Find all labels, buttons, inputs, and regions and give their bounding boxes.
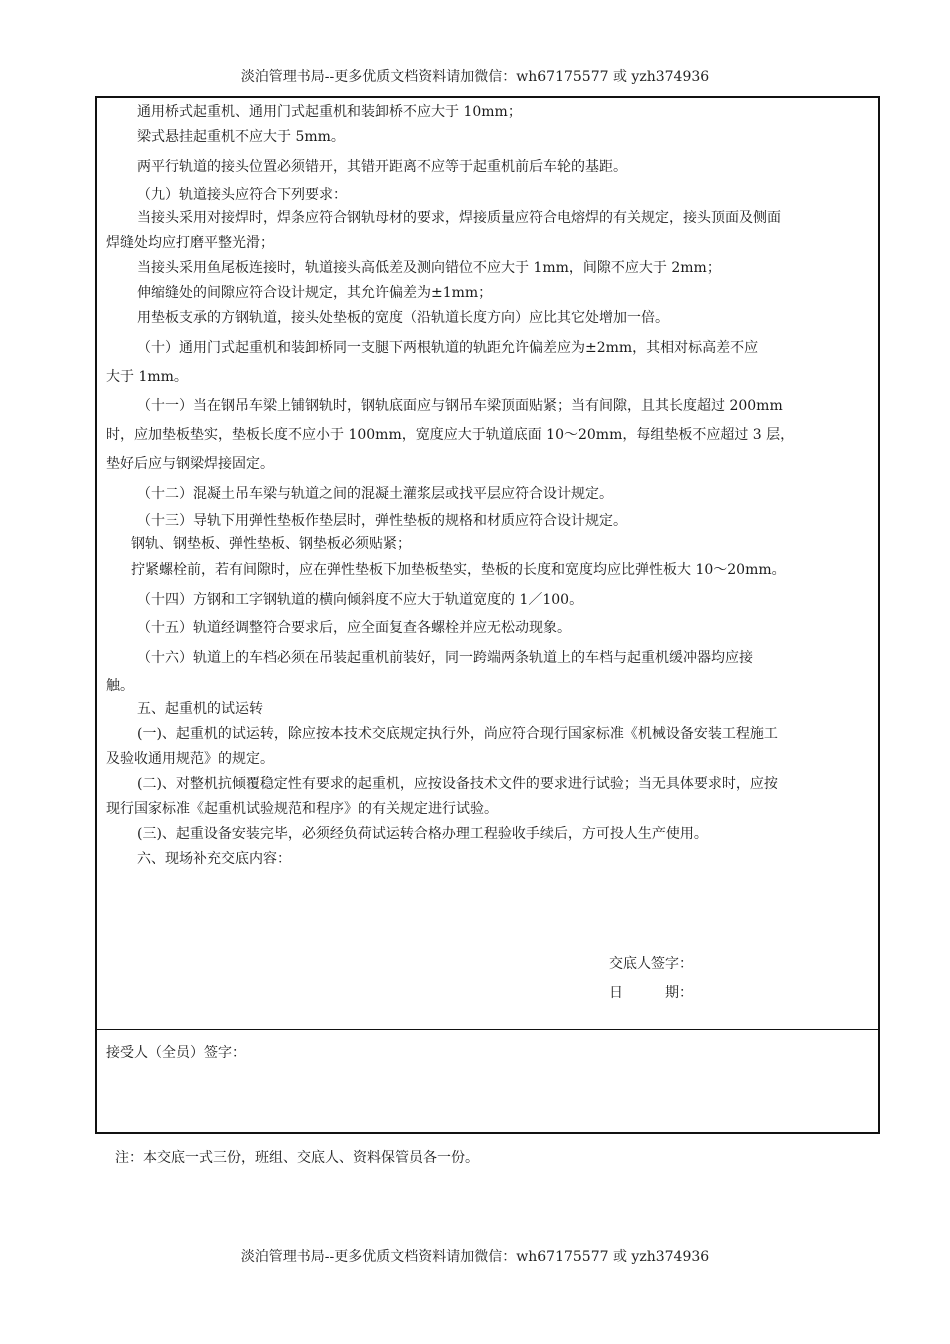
text-line: (二)、对整机抗倾覆稳定性有要求的起重机，应按设备技术文件的要求进行试验；当无具体要求时，应按	[137, 776, 778, 792]
section-heading: 六、现场补充交底内容：	[137, 851, 291, 867]
text-line: 当接头采用对接焊时，焊条应符合钢轨母材的要求，焊接质量应符合电熔焊的有关规定，接头顶面及侧面	[137, 210, 781, 226]
text-line: 通用桥式起重机、通用门式起重机和装卸桥不应大于 10mm；	[137, 104, 522, 120]
text-line: 梁式悬挂起重机不应大于 5mm。	[137, 129, 345, 145]
text-line: （九）轨道接头应符合下列要求：	[137, 187, 347, 203]
giver-signature-label: 交底人签字：	[609, 956, 693, 972]
text-line: （十四）方钢和工字钢轨道的横向倾斜度不应大于轨道宽度的 1／100。	[137, 592, 584, 608]
text-line: 垫好后应与钢梁焊接固定。	[106, 456, 274, 472]
footnote: 注：本交底一式三份，班组、交底人、资料保管员各一份。	[115, 1150, 479, 1166]
text-line: （十一）当在钢吊车梁上铺钢轨时，钢轨底面应与钢吊车梁顶面贴紧；当有间隙，且其长度超过 200mm	[137, 398, 783, 414]
text-line: 当接头采用鱼尾板连接时，轨道接头高低差及测向错位不应大于 1mm，间隙不应大于 2mm；	[137, 260, 721, 276]
disclosure-form	[95, 96, 880, 1134]
text-line: 用垫板支承的方钢轨道，接头处垫板的宽度（沿轨道长度方向）应比其它处增加一倍。	[137, 310, 669, 326]
text-line: 焊缝处均应打磨平整光滑；	[106, 235, 274, 251]
text-line: 现行国家标准《起重机试验规范和程序》的有关规定进行试验。	[106, 801, 498, 817]
text-line: 钢轨、钢垫板、弹性垫板、钢垫板必须贴紧；	[131, 536, 411, 552]
text-line: (三)、起重设备安装完毕，必须经负荷试运转合格办理工程验收手续后，方可投人生产使用。	[137, 826, 708, 842]
text-line: 两平行轨道的接头位置必须错开，其错开距离不应等于起重机前后车轮的基距。	[137, 159, 627, 175]
disclosure-content	[97, 98, 878, 1030]
date-label: 日 期：	[609, 985, 693, 1001]
text-line: （十五）轨道经调整符合要求后，应全面复查各螺栓并应无松动现象。	[137, 620, 571, 636]
text-line: （十六）轨道上的车档必须在吊装起重机前装好，同一跨端两条轨道上的车档与起重机缓冲器均应接	[137, 650, 753, 666]
text-line: 触。	[106, 678, 134, 694]
text-line: 大于 1mm。	[106, 369, 188, 385]
page-footer: 淡泊管理书局--更多优质文档资料请加微信：wh67175577 或 yzh374936	[240, 1249, 710, 1265]
text-line: （十三）导轨下用弹性垫板作垫层时，弹性垫板的规格和材质应符合设计规定。	[137, 513, 627, 529]
text-line: (一)、起重机的试运转，除应按本技术交底规定执行外，尚应符合现行国家标准《机械设备安装工程施工	[137, 726, 778, 742]
text-line: （十）通用门式起重机和装卸桥同一支腿下两根轨道的轨距允许偏差应为±2mm，其相对标高差不应	[137, 340, 759, 356]
section-heading: 五、起重机的试运转	[137, 701, 263, 717]
text-line: 及验收通用规范》的规定。	[106, 751, 274, 767]
receiver-signature-label: 接受人（全员）签字：	[106, 1045, 246, 1061]
text-line: 拧紧螺栓前，若有间隙时，应在弹性垫板下加垫板垫实，垫板的长度和宽度均应比弹性板大 10～20mm。	[131, 562, 786, 578]
text-line: 时，应加垫板垫实，垫板长度不应小于 100mm，宽度应大于轨道底面 10～20mm，每组垫板不应超过 3 层，	[106, 427, 795, 443]
text-line: 伸缩缝处的间隙应符合设计规定，其允许偏差为±1mm；	[137, 285, 493, 301]
page-header: 淡泊管理书局--更多优质文档资料请加微信：wh67175577 或 yzh374936	[240, 69, 710, 85]
text-line: （十二）混凝土吊车梁与轨道之间的混凝土灌浆层或找平层应符合设计规定。	[137, 486, 613, 502]
